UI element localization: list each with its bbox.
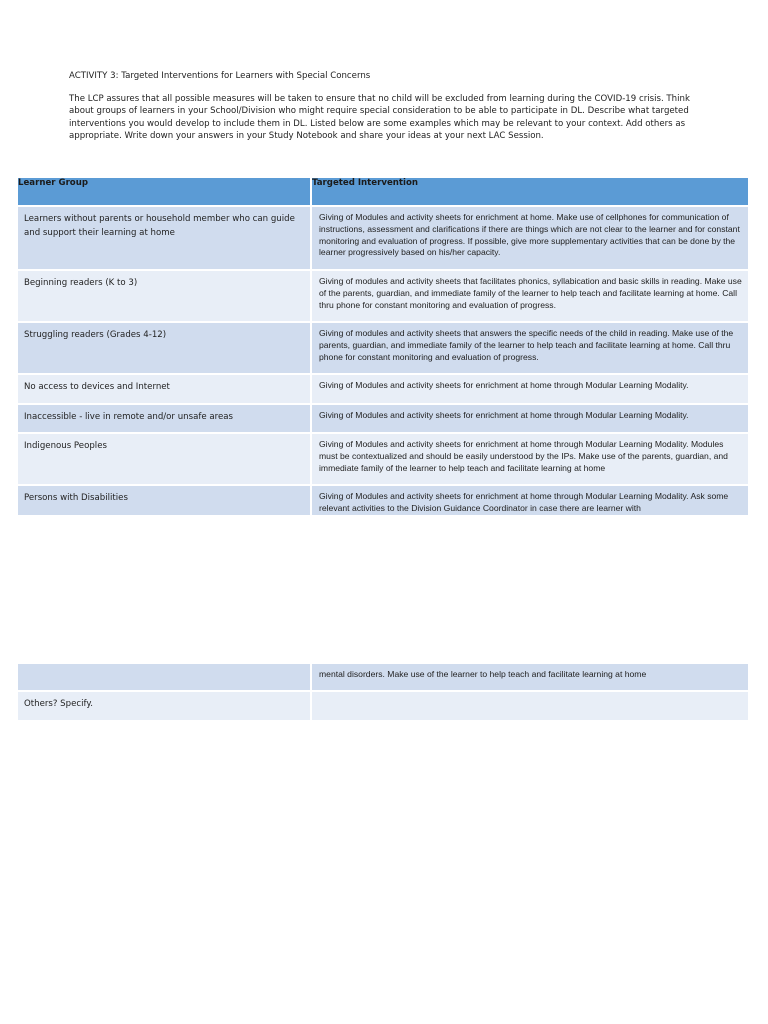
table-row: [18, 207, 750, 271]
intervention-cell: Giving of Modules and activity sheets for enrichment at home through Modular Learning Modality. Ask some relevant activities to the Division Guidance Coordinator in case there are learner with: [312, 486, 750, 517]
interventions-table: [18, 178, 750, 517]
learner-group-cell: Others? Specify.: [18, 692, 312, 722]
learner-group-cell: Struggling readers (Grades 4-12): [18, 323, 312, 375]
activity-heading: ACTIVITY 3: Targeted Interventions for Learners with Special Concerns: [69, 71, 371, 81]
table-row: [18, 323, 750, 375]
intervention-cell: Giving of Modules and activity sheets for enrichment at home through Modular Learning Modality. Modules must be contextualized and should be easily understood by the IPs. Make use of the parents, guardian, and immediate family of the learner to help teach and facilitate learning at home: [312, 434, 750, 486]
intervention-cell: [312, 692, 750, 722]
learner-group-cell: [18, 664, 312, 692]
table-row: [18, 486, 750, 517]
table-row: [18, 405, 750, 434]
learner-group-cell: Inaccessible - live in remote and/or unsafe areas: [18, 405, 312, 434]
table-row: [18, 434, 750, 486]
activity-instructions: The LCP assures that all possible measures will be taken to ensure that no child will be excluded from learning during the COVID-19 crisis. Think about groups of learners in your School/Division who might require special consideration to be able to participate in DL. Describe what targeted interventions you would develop to include them in DL. Listed below are some examples which may be relevant to your context. Add others as appropriate. Write down your answers in your Study Notebook and share your ideas at your next LAC Session.: [69, 93, 690, 141]
intervention-cell: Giving of modules and activity sheets that answers the specific needs of the child in reading. Make use of the parents, guardian, and immediate family of the learner to help teach and facilitate learning at home. Call thru phone for constant monitoring and evaluation of progress.: [312, 323, 750, 375]
learner-group-cell: No access to devices and Internet: [18, 375, 312, 405]
intervention-cell: Giving of modules and activity sheets that facilitates phonics, syllabication and basic skills in reading. Make use of the parents, guardian, and immediate family of the learner to help teach and facilitate learning at home. Call thru phone for constant monitoring and evaluation of progress.: [312, 271, 750, 323]
learner-group-cell: Persons with Disabilities: [18, 486, 312, 517]
learner-group-cell: Beginning readers (K to 3): [18, 271, 312, 323]
activity-intro: [69, 70, 699, 143]
intervention-cell: Giving of Modules and activity sheets for enrichment at home. Make use of cellphones for communication of instructions, assessment and clarifications if there are things which are not clear to the learner and for constant monitoring and evaluation of progress. If possible, give more supplementary activities that can be done by the learner progressively based on his/her capacity.: [312, 207, 750, 271]
header-targeted-intervention: Targeted Intervention: [312, 178, 750, 207]
table-row: [18, 664, 750, 692]
interventions-table-continued: [18, 664, 750, 722]
intervention-cell: mental disorders. Make use of the learner to help teach and facilitate learning at home: [312, 664, 750, 692]
table-row: [18, 375, 750, 405]
table-row: [18, 692, 750, 722]
intervention-cell: Giving of Modules and activity sheets for enrichment at home through Modular Learning Modality.: [312, 405, 750, 434]
learner-group-cell: Indigenous Peoples: [18, 434, 312, 486]
table-row: [18, 271, 750, 323]
learner-group-cell: Learners without parents or household member who can guide and support their learning at home: [18, 207, 312, 271]
table-header-row: [18, 178, 750, 207]
header-learner-group: Learner Group: [18, 178, 312, 207]
intervention-cell: Giving of Modules and activity sheets for enrichment at home through Modular Learning Modality.: [312, 375, 750, 405]
